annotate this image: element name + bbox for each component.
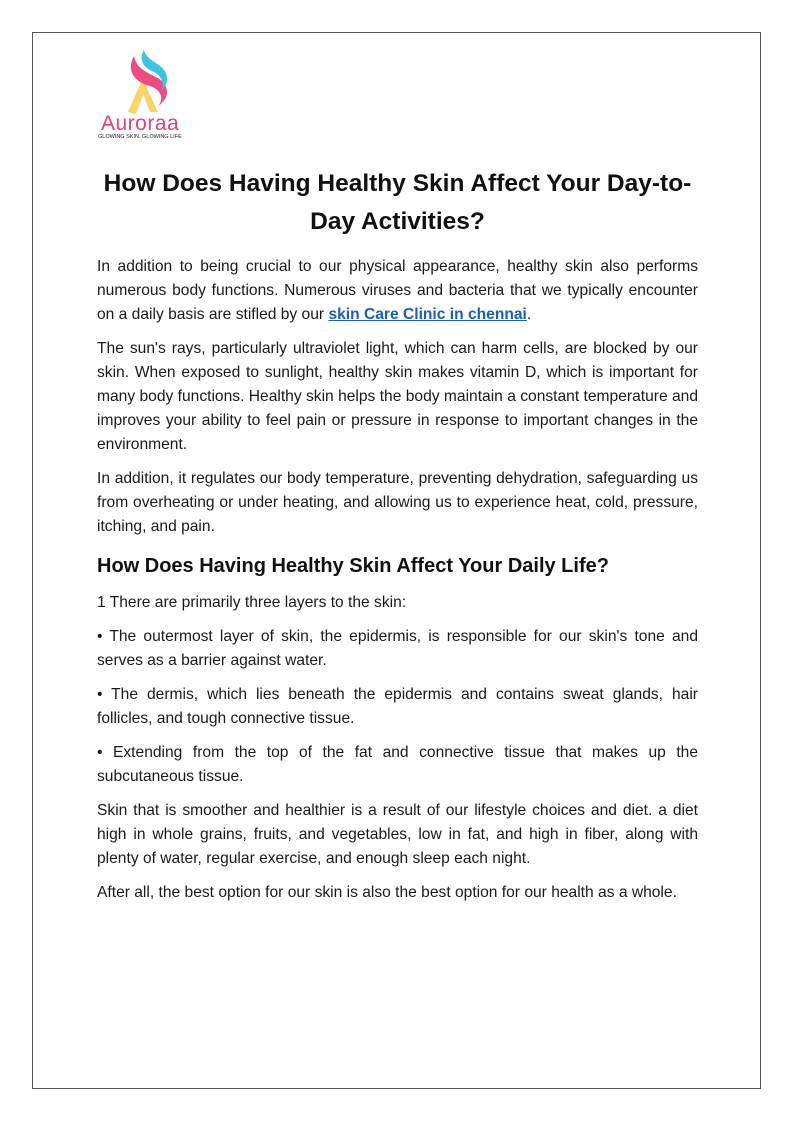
logo-wordmark: Auroraa — [101, 112, 180, 135]
intro-text: In addition to being crucial to our physical appearance, healthy skin also performs numerous body functions. Numerous viruses and bacteria that we typically encounter on a daily basis are stifled by our — [97, 258, 698, 323]
bullet-dermis: • The dermis, which lies beneath the epidermis and contains sweat glands, hair follicles, and tough connective tissue. — [97, 686, 698, 727]
logo-tagline: GLOWING SKIN. GLOWING LIFE — [98, 134, 182, 140]
bullet-epidermis: • The outermost layer of skin, the epidermis, is responsible for our skin's tone and serves as a barrier against water. — [97, 628, 698, 669]
paragraph-intro — [97, 255, 698, 327]
logo-swoosh-icon — [98, 46, 198, 116]
bullet-subcutaneous: • Extending from the top of the fat and connective tissue that makes up the subcutaneous tissue. — [97, 744, 698, 785]
section-heading: How Does Having Healthy Skin Affect Your Daily Life? — [97, 555, 609, 577]
paragraph-temperature: In addition, it regulates our body temperature, preventing dehydration, safeguarding us from overheating or under heating, and allowing us to experience heat, cold, pressure, itching, and pain. — [97, 470, 698, 535]
page-title: How Does Having Healthy Skin Affect Your Day-to-Day Activities? — [103, 170, 692, 235]
paragraph-conclusion: After all, the best option for our skin is also the best option for our health as a whole. — [97, 884, 677, 901]
paragraph-sun: The sun's rays, particularly ultraviolet light, which can harm cells, are blocked by our skin. When exposed to sunlight, healthy skin makes vitamin D, which is important for many body functions. Healthy skin helps the body maintain a constant temperature and improves your ability to feel pain or pressure in response to important changes in the environment. — [97, 340, 698, 453]
article — [97, 165, 698, 915]
intro-end: . — [526, 306, 532, 323]
auroraa-logo — [98, 46, 198, 141]
paragraph-lifestyle: Skin that is smoother and healthier is a result of our lifestyle choices and diet. a diet high in whole grains, fruits, and vegetables, low in fat, and high in fiber, along with plenty of water, regular exercise, and enough sleep each night. — [97, 802, 698, 867]
skin-care-clinic-link[interactable]: skin Care Clinic in chennai — [328, 306, 527, 323]
paragraph-layers: 1 There are primarily three layers to the skin: — [97, 594, 407, 611]
